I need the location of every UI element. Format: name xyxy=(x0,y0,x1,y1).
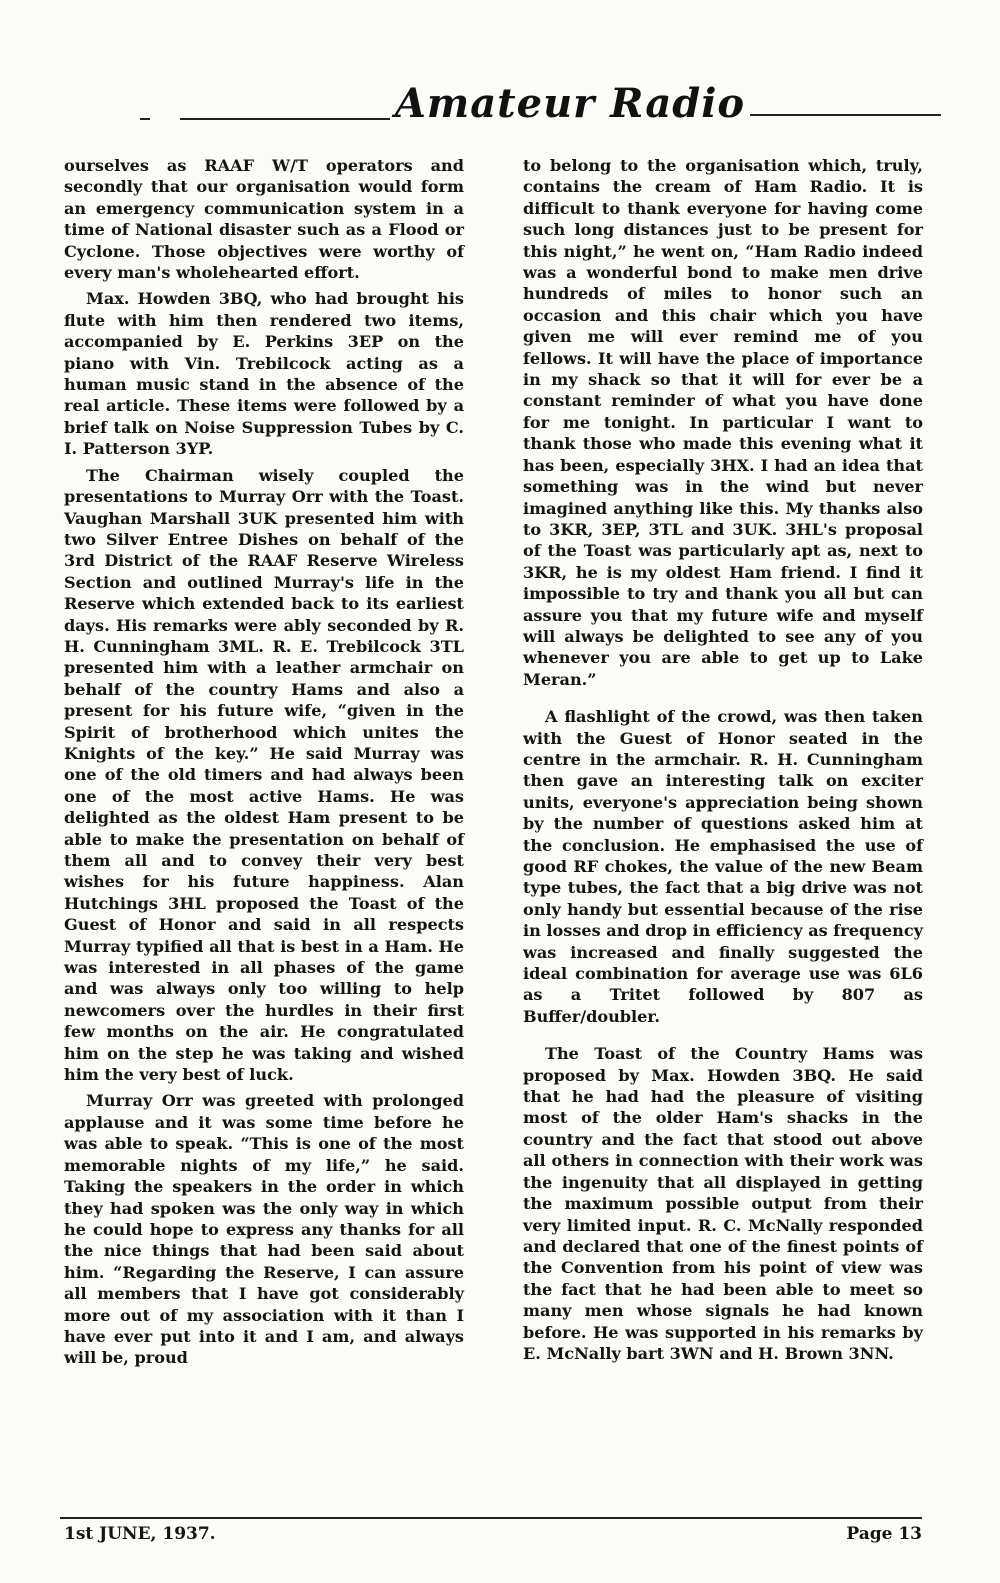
issue-date: 1st JUNE, 1937. xyxy=(64,1524,216,1544)
left-column xyxy=(64,155,464,1374)
masthead-rule-right xyxy=(735,114,941,116)
paragraph: A flashlight of the crowd, was then taken with the Guest of Honor seated in the centre in the armchair. R. H. Cunningham then gave an interesting talk on exciter units, everyone's appreciation being shown by the number of questions asked him at the conclusion. He emphasised the use of good RF chokes, the value of the new Beam type tubes, the fact that a big drive was not only handy but essential because of the rise in losses and drop in efficiency as frequency was increased and finally suggested the ideal combination for average use was 6L6 as a Tritet followed by 807 as Buffer/doubler. xyxy=(523,707,923,1026)
paragraph: ourselves as RAAF W/T operators and secondly that our organisation would form an emergency communication system in a time of National disaster such as a Flood or Cyclone. Those objectives were worthy of every man's wholehearted effort. xyxy=(64,156,464,283)
masthead-rule-left-dash xyxy=(140,118,150,120)
magazine-title: Amateur Radio xyxy=(390,80,750,127)
paragraph: The Toast of the Country Hams was proposed by Max. Howden 3BQ. He said that he had had the pleasure of visiting most of the older Ham's shacks in the country and the fact that stood out above all others in connection with their work was the ingenuity that all displayed in getting the maximum possible output from their very limited input. R. C. McNally responded and declared that one of the finest points of the Convention from his point of view was the fact that he had been able to meet so many men whose signals he had known before. He was supported in his remarks by E. McNally bart 3WN and H. Brown 3NN. xyxy=(523,1044,923,1363)
page-number: Page 13 xyxy=(846,1524,922,1544)
masthead xyxy=(140,80,940,136)
paragraph: Murray Orr was greeted with prolonged applause and it was some time before he was able to speak. “This is one of the most memorable nights of my life,” he said. Taking the speakers in the order in which they had spoken was the only way in which he could hope to express any thanks for all the nice things that had been said about him. “Regarding the Reserve, I can assure all members that I have got considerably more out of my association with it than I have ever put into it and I am, and always will be, proud xyxy=(64,1091,464,1368)
footer-rule xyxy=(60,1517,922,1519)
right-column xyxy=(523,155,923,1369)
paragraph: Max. Howden 3BQ, who had brought his flute with him then rendered two items, accompanied by E. Perkins 3EP on the piano with Vin. Trebilcock acting as a human music stand in the absence of the real article. These items were followed by a brief talk on Noise Suppression Tubes by C. I. Patterson 3YP. xyxy=(64,289,464,459)
paragraph: to belong to the organisation which, truly, contains the cream of Ham Radio. It is difficult to thank everyone for having come such long distances just to be present for this night,” he went on, “Ham Radio indeed was a wonderful bond to make men drive hundreds of miles to honor such an occasion and this chair which you have given me will ever remind me of you fellows. It will have the place of importance in my shack so that it will for ever be a constant reminder of what you have done for me tonight. In particular I want to thank those who made this evening what it has been, especially 3HX. I had an idea that something was in the wind but never imagined anything like this. My thanks also to 3KR, 3EP, 3TL and 3UK. 3HL's proposal of the Toast was particularly apt as, next to 3KR, he is my oldest Ham friend. I find it impossible to try and thank you all but can assure you that my future wife and myself will always be delighted to see any of you whenever you are able to get up to Lake Meran.” xyxy=(523,156,923,689)
paragraph: The Chairman wisely coupled the presentations to Murray Orr with the Toast. Vaughan Marshall 3UK presented him with two Silver Entree Dishes on behalf of the 3rd District of the RAAF Reserve Wireless Section and outlined Murray's life in the Reserve which extended back to its earliest days. His remarks were ably seconded by R. H. Cunningham 3ML. R. E. Trebilcock 3TL presented him with a leather armchair on behalf of the country Hams and also a present for his future wife, “given in the Spirit of brotherhood which unites the Knights of the key.” He said Murray was one of the old timers and had always been one of the most active Hams. He was delighted as the oldest Ham present to be able to make the presentation on behalf of them all and to convey their very best wishes for his future happiness. Alan Hutchings 3HL proposed the Toast of the Guest of Honor and said in all respects Murray typified all that is best in a Ham. He was interested in all phases of the game and was always only too willing to help newcomers over the hurdles in their first few months on the air. He congratulated him on the step he was taking and wished him the very best of luck. xyxy=(64,465,464,1085)
